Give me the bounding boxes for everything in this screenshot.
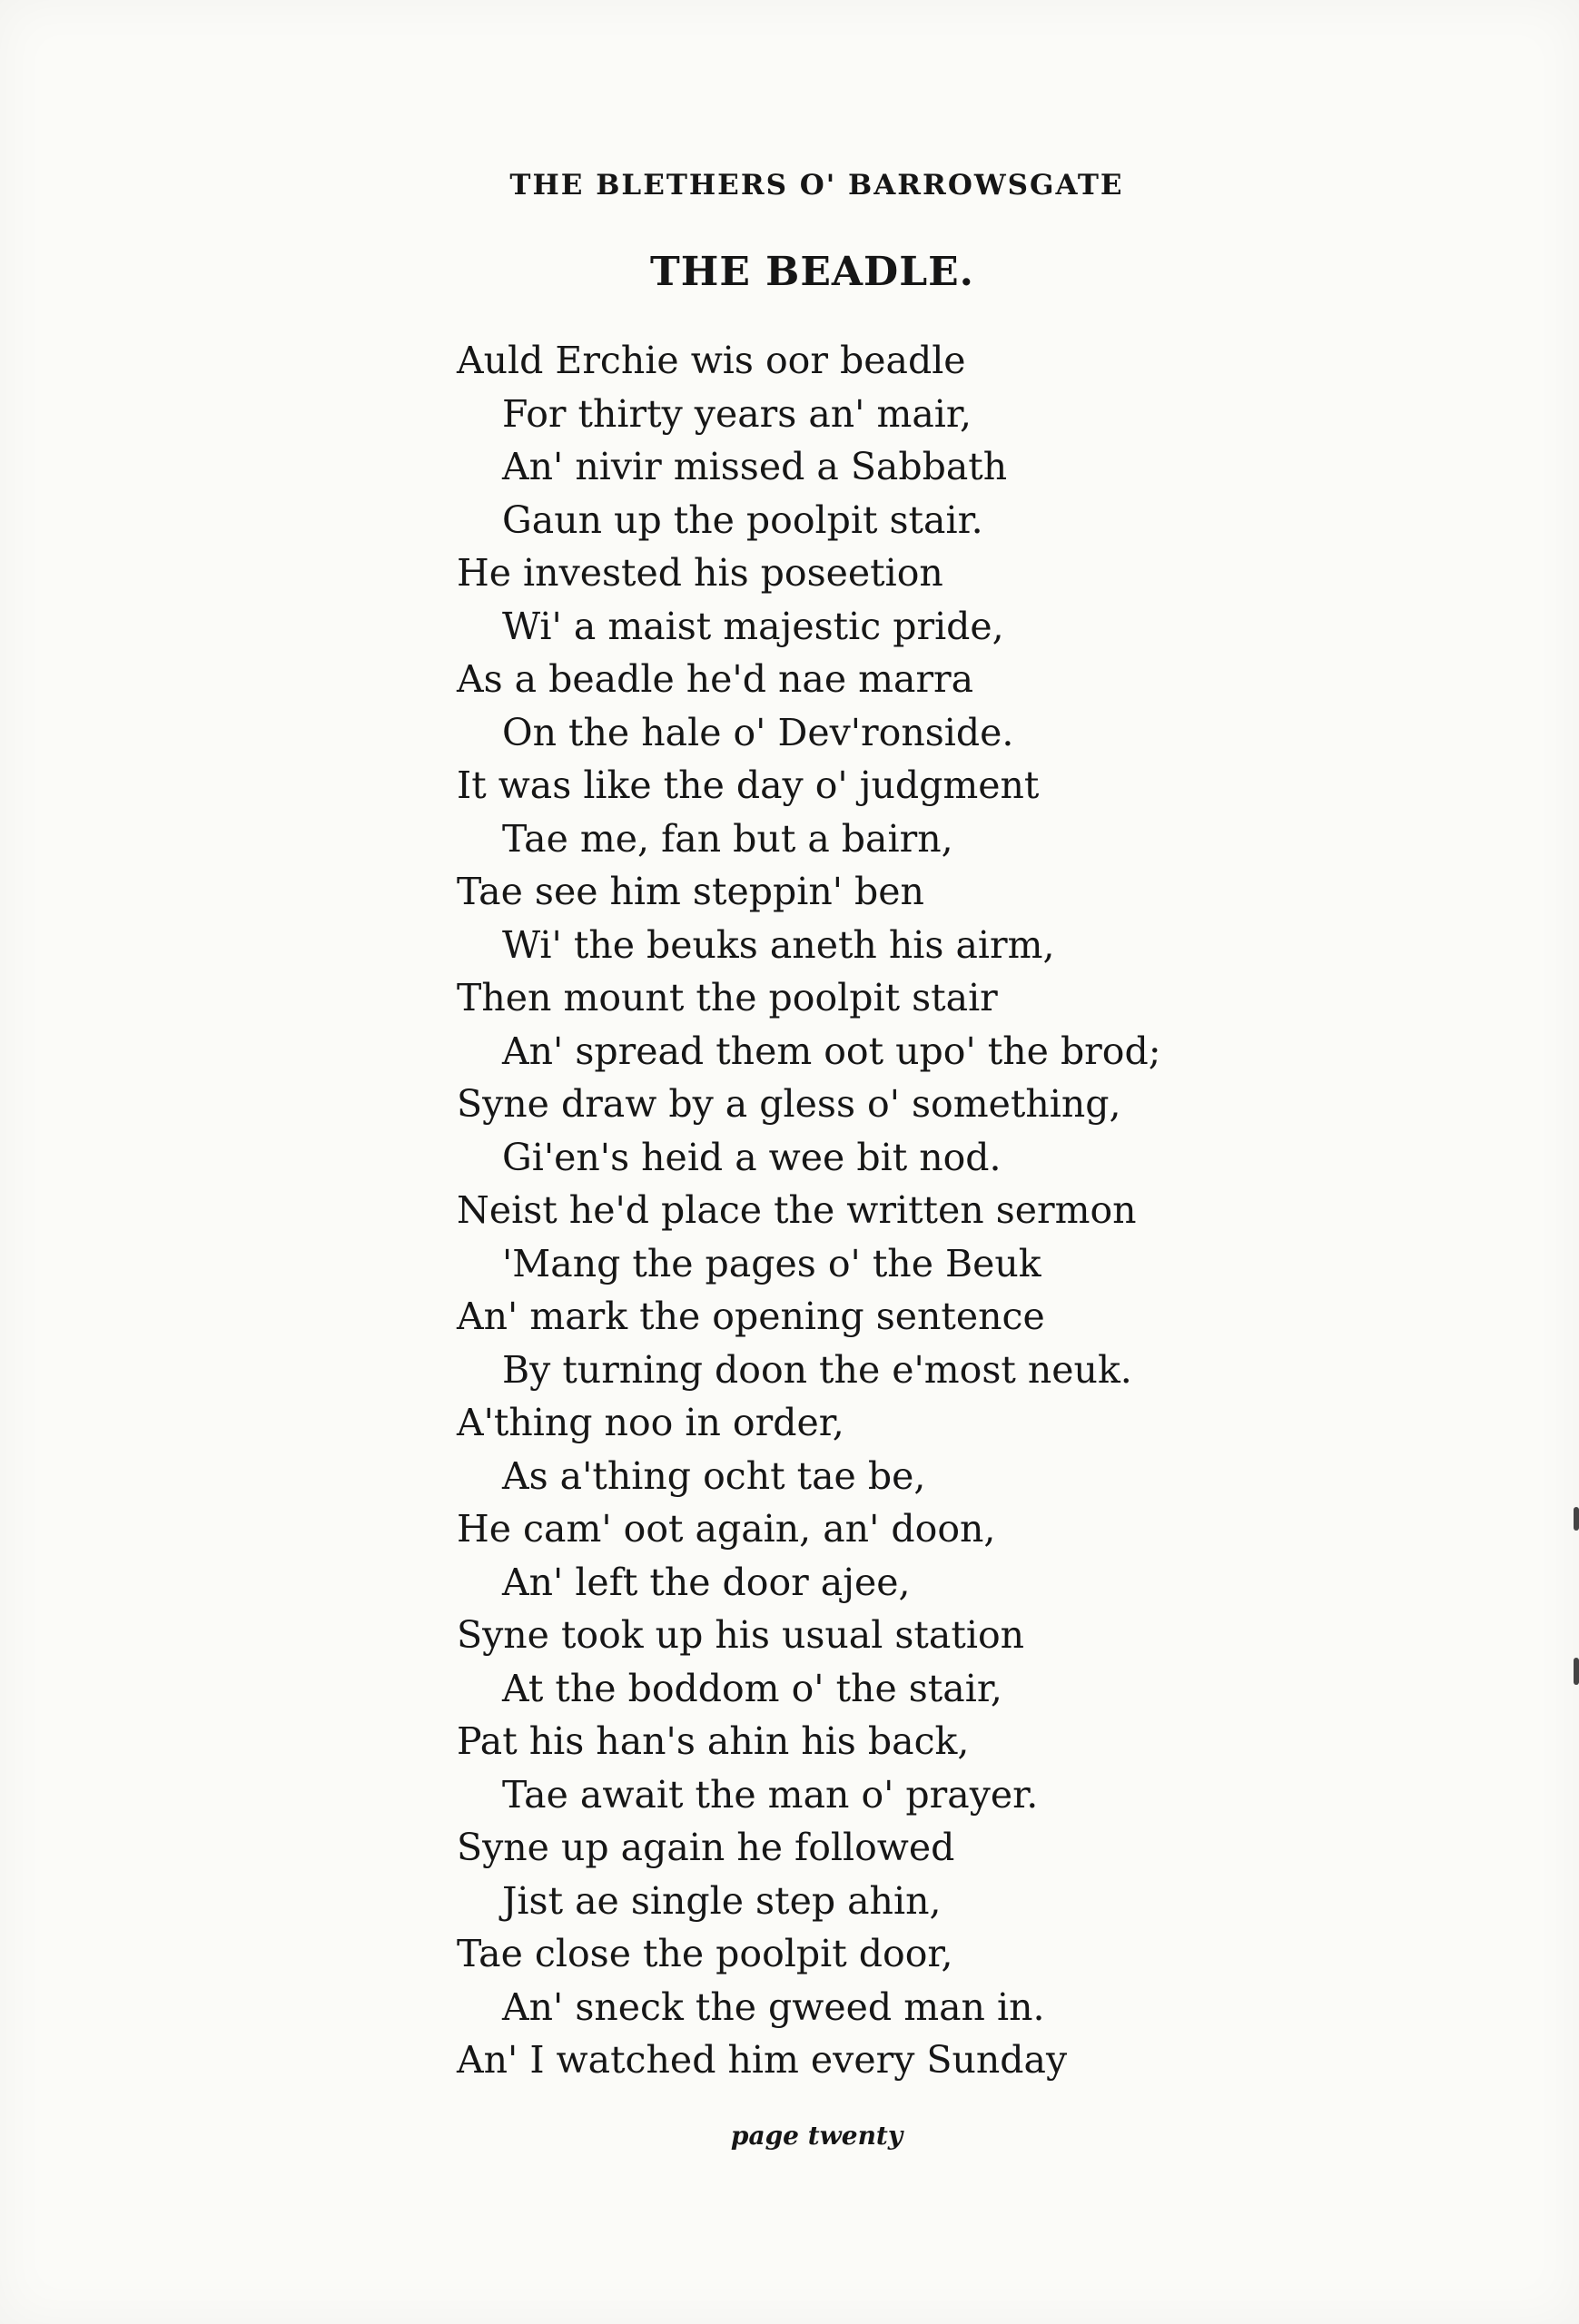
poem-line: Syne up again he followed <box>457 1826 955 1869</box>
poem-title: THE BEADLE. <box>650 249 974 295</box>
poem-line: By turning doon the e'most neuk. <box>502 1347 1132 1392</box>
scan-edge-mark <box>1574 1507 1579 1531</box>
poem-line: Pat his han's ahin his back, <box>457 1719 970 1763</box>
poem-line: An' spread them oot upo' the brod; <box>502 1029 1161 1073</box>
poem-line: He invested his poseetion <box>457 551 943 595</box>
poem-line: Gaun up the poolpit stair. <box>502 497 983 542</box>
poem-line: An' sneck the gweed man in. <box>502 1984 1045 2029</box>
poem-line: An' I watched him every Sunday <box>457 2038 1068 2082</box>
poem-line: As a beadle he'd nae marra <box>457 657 974 701</box>
page-number: page twenty <box>730 2121 903 2151</box>
poem-line: Wi' the beuks aneth his airm, <box>502 922 1055 967</box>
poem-line: Wi' a maist majestic pride, <box>502 604 1004 648</box>
poem-line: An' left the door ajee, <box>502 1560 911 1604</box>
poem-line: Then mount the poolpit stair <box>457 976 998 1019</box>
poem-line: Jist ae single step ahin, <box>502 1878 942 1923</box>
poem-line: Tae me, fan but a bairn, <box>502 816 953 861</box>
poem-body <box>457 334 1365 2087</box>
poem-line: It was like the day o' judgment <box>457 763 1040 807</box>
poem-line: Tae see him steppin' ben <box>457 870 924 913</box>
poem-line: An' nivir missed a Sabbath <box>502 445 1008 488</box>
poem-line: For thirty years an' mair, <box>502 391 972 436</box>
poem-line: A'thing noo in order, <box>457 1401 844 1444</box>
poem-line: Syne draw by a gless o' something, <box>457 1082 1121 1126</box>
poem-line: Neist he'd place the written sermon <box>457 1188 1137 1232</box>
poem-line: Gi'en's heid a wee bit nod. <box>502 1135 1002 1179</box>
poem-line: Auld Erchie wis oor beadle <box>457 339 966 382</box>
scan-edge-mark <box>1574 1658 1579 1685</box>
running-head: THE BLETHERS O' BARROWSGATE <box>509 169 1124 202</box>
poem-line: On the hale o' Dev'ronside. <box>502 710 1014 754</box>
poem-line: An' mark the opening sentence <box>457 1295 1045 1338</box>
poem-line: Tae close the poolpit door, <box>457 1932 953 1975</box>
poem-line: At the boddom o' the stair, <box>502 1666 1002 1710</box>
poem-line: Tae await the man o' prayer. <box>502 1772 1039 1817</box>
poem-line: Syne took up his usual station <box>457 1613 1025 1657</box>
poem-line: He cam' oot again, an' doon, <box>457 1507 996 1551</box>
poem-line: As a'thing ocht tae be, <box>502 1453 926 1498</box>
poem-line: 'Mang the pages o' the Beuk <box>502 1241 1041 1285</box>
